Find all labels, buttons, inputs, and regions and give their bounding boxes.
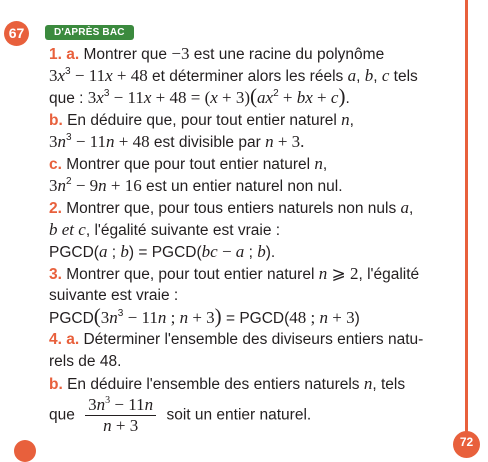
math: 3: [88, 395, 97, 414]
text: = PGCD(: [221, 310, 290, 327]
math-variable: bc: [201, 242, 218, 261]
math: − 11: [110, 395, 145, 414]
question-2-line-2: [49, 219, 459, 241]
math: ;: [166, 308, 180, 327]
math: 3: [49, 66, 58, 85]
math-variable: b: [120, 242, 129, 261]
question-4a-line-1: [49, 329, 459, 351]
question-label: 3.: [49, 266, 62, 283]
math-paren: ): [214, 304, 222, 328]
math-variable: x: [96, 88, 104, 107]
text: PGCD(: [49, 244, 99, 261]
text: .: [345, 90, 350, 107]
math-variable: n: [103, 416, 112, 435]
text: Montrer que: [79, 46, 172, 63]
question-4a-line-2: [49, 351, 459, 373]
math-variable: a: [257, 88, 266, 107]
corner-dot: [14, 440, 36, 462]
question-1a-line-3: [49, 84, 459, 109]
math-variable: n: [96, 395, 106, 414]
math-variable: n: [157, 308, 167, 327]
question-3-line-3: [49, 304, 459, 329]
question-1c-line-2: [49, 175, 459, 197]
question-label: 1. a.: [49, 46, 80, 63]
math: − 9: [71, 176, 99, 195]
text: ,: [409, 200, 414, 217]
question-3-line-1: [49, 263, 459, 285]
math-variable: b: [257, 242, 266, 261]
math: −3: [171, 44, 190, 63]
text: PGCD: [49, 310, 94, 327]
math-variable: a: [347, 66, 357, 85]
math-variable: n: [109, 308, 118, 327]
text: que :: [49, 90, 88, 107]
math-variable: x: [143, 88, 152, 107]
text: rels de 48.: [49, 353, 122, 370]
text: En déduire que, pour tout entier naturel: [62, 112, 342, 129]
text: ,: [322, 156, 328, 173]
text: , tels: [372, 376, 406, 393]
page-margin-rule: [465, 0, 468, 448]
fraction-denominator: [85, 416, 156, 436]
math: + 48: [112, 66, 148, 85]
text: soit un entier naturel.: [162, 406, 312, 424]
question-1a-line-1: [49, 43, 459, 65]
text: En déduire l'ensemble des entiers naturels: [62, 376, 364, 393]
math: 48 ;: [289, 308, 320, 327]
text: ;: [107, 244, 121, 261]
math-variable: x: [305, 88, 313, 107]
text: ,: [349, 112, 354, 129]
question-1c-line-1: [49, 153, 459, 175]
text: ) = PGCD(: [128, 244, 202, 261]
math: ⩾ 2: [327, 264, 359, 283]
math: + 3.: [273, 132, 305, 151]
math-variable: x: [105, 66, 113, 85]
text: Montrer que pour tout entier naturel: [61, 156, 315, 173]
math-variable: x: [57, 66, 66, 85]
question-3-line-2: [49, 285, 459, 307]
math: − 11: [123, 308, 158, 327]
math-variable: c: [78, 220, 86, 239]
text: ): [354, 310, 360, 327]
fraction-numerator: [85, 395, 156, 416]
exponent: 2: [273, 88, 279, 99]
math-paren: ): [338, 84, 346, 108]
math-variable: b: [296, 88, 306, 107]
question-label: 2.: [49, 200, 62, 217]
math-variable: n: [318, 264, 328, 283]
text: Montrer que, pour tout entier naturel: [61, 266, 319, 283]
question-label: c.: [49, 156, 62, 173]
question-label: b.: [49, 376, 63, 393]
question-1b-line-1: [49, 109, 459, 131]
math-paren: (: [250, 84, 258, 108]
question-2-line-1: [49, 197, 459, 219]
exercise-source-badge: D'APRÈS BAC: [45, 25, 134, 40]
exponent: 3: [117, 308, 124, 319]
math: + 3: [111, 416, 139, 435]
math: 3: [100, 308, 110, 327]
math-paren: (: [93, 304, 101, 328]
exercise-body: [49, 43, 459, 443]
fraction: [85, 395, 156, 436]
exponent: 3: [103, 88, 110, 99]
math-variable: n: [314, 154, 323, 173]
math-variable: n: [319, 308, 328, 327]
math: − 11: [71, 132, 107, 151]
text: Montrer que, pour tous entiers naturels non nuls: [61, 200, 401, 217]
text: Déterminer l'ensemble des diviseurs entiers natu-: [79, 331, 424, 348]
math-variable: n: [106, 132, 115, 151]
text: ,: [356, 68, 365, 85]
question-4b-line-1: [49, 373, 459, 395]
exponent: 3: [65, 66, 71, 77]
math-variable: c: [381, 66, 390, 85]
question-1b-line-2: [49, 131, 459, 153]
math: + 16: [106, 176, 142, 195]
exercise-number: 67: [4, 21, 29, 46]
math: + 48 = (: [151, 88, 211, 107]
math-variable: x: [265, 88, 274, 107]
math-variable: a: [98, 242, 108, 261]
math: + 3): [217, 88, 251, 107]
text: est un entier naturel non nul.: [141, 178, 343, 195]
question-4b-line-2: [49, 395, 459, 443]
text: , l'égalité suivante est vraie :: [85, 222, 281, 239]
text: tels: [389, 68, 418, 85]
question-2-line-3: [49, 241, 459, 263]
math: −: [217, 242, 236, 261]
math-variable: n: [57, 132, 66, 151]
text: , l'égalité: [358, 266, 420, 283]
question-label: b.: [49, 112, 63, 129]
page-number: 72: [453, 431, 480, 458]
math-variable: n: [265, 132, 274, 151]
math-variable: n: [363, 374, 373, 393]
text: est divisible par: [149, 134, 266, 151]
text: suivante est vraie :: [49, 287, 179, 304]
text: ;: [244, 244, 258, 261]
math-variable: x: [210, 88, 218, 107]
math: +: [278, 88, 297, 107]
math-variable: n: [144, 395, 154, 414]
exponent: 2: [66, 176, 72, 187]
math-variable: b: [364, 66, 374, 85]
math: +: [312, 88, 331, 107]
math: + 3: [328, 308, 355, 327]
exponent: 3: [66, 132, 72, 143]
math: + 3: [188, 308, 215, 327]
question-label: 4. a.: [49, 331, 80, 348]
math: 3: [49, 176, 58, 195]
math-variable: n: [341, 110, 350, 129]
math-variable: n: [179, 308, 189, 327]
text: ,: [373, 68, 382, 85]
math-variable: a: [235, 242, 245, 261]
math: 3: [87, 88, 97, 107]
math-variable: n: [57, 176, 66, 195]
text: est une racine du polynôme: [189, 46, 385, 63]
math-text: et: [57, 220, 79, 239]
math-variable: b: [49, 220, 58, 239]
math-variable: c: [330, 88, 339, 107]
text: que: [49, 406, 80, 424]
math: − 11: [109, 88, 144, 107]
exponent: 3: [105, 395, 111, 406]
math: − 11: [70, 66, 106, 85]
math-variable: a: [400, 198, 410, 217]
text: et déterminer alors les réels: [147, 68, 348, 85]
math: + 48: [114, 132, 150, 151]
text: ).: [265, 244, 276, 261]
math-variable: n: [98, 176, 107, 195]
math: 3: [49, 132, 58, 151]
